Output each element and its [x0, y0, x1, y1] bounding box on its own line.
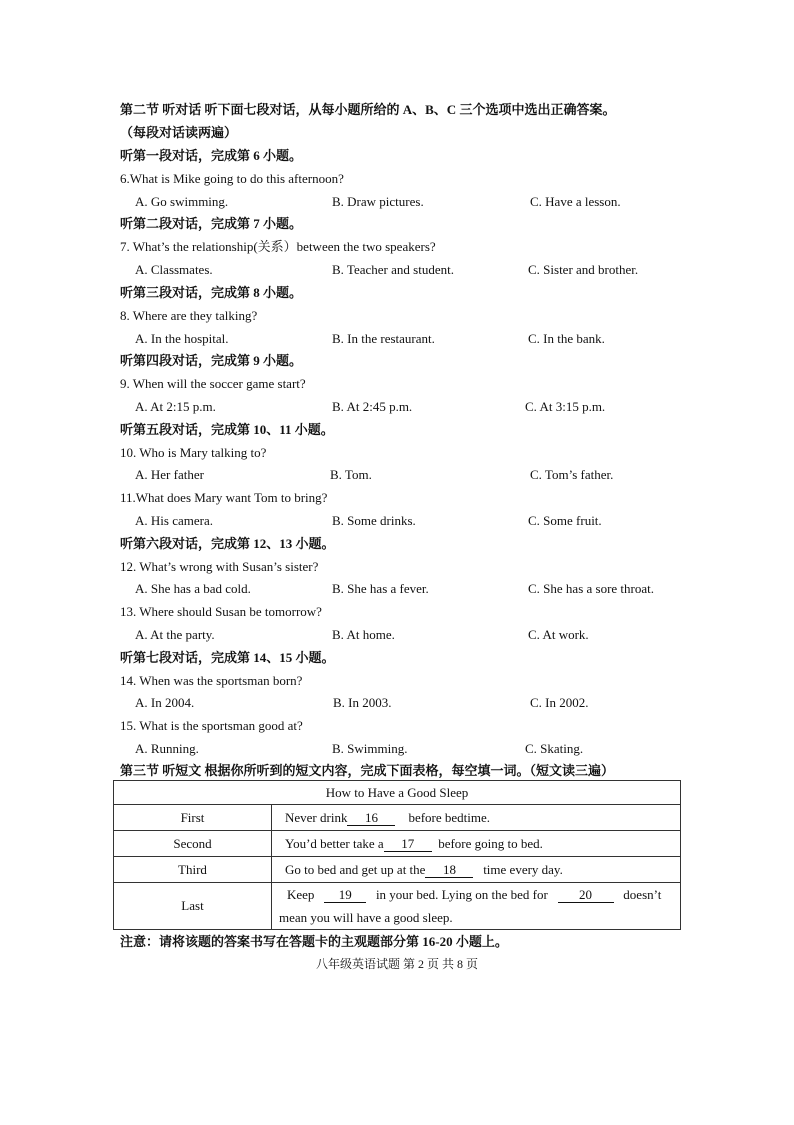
option-b: B. Swimming. — [332, 741, 408, 756]
sleep-table — [113, 780, 681, 930]
question-text: 10. Who is Mary talking to? — [120, 445, 267, 460]
row-label: Second — [114, 831, 272, 857]
option-b: B. In the restaurant. — [332, 331, 435, 346]
row-text: doesn’t — [623, 887, 662, 902]
option-b: B. Draw pictures. — [332, 194, 424, 209]
answer-blank: 19 — [324, 887, 366, 903]
answer-blank: 16 — [347, 810, 395, 826]
row-text: time every day. — [483, 861, 563, 877]
option-a: A. She has a bad cold. — [135, 581, 251, 596]
question-text: 6.What is Mike going to do this afternoon? — [120, 171, 344, 186]
question-text: 9. When will the soccer game start? — [120, 376, 306, 391]
question-text: 7. What’s the relationship(关系）between the two speakers? — [120, 239, 436, 254]
option-a: A. Go swimming. — [135, 194, 229, 209]
option-c: C. Have a lesson. — [530, 194, 621, 209]
option-c: C. In 2002. — [530, 695, 589, 710]
dialogue-intro: 听第五段对话，完成第 10、11 小题。 — [120, 422, 334, 437]
dialogue-intro: 听第三段对话，完成第 8 小题。 — [120, 285, 303, 300]
section2-heading: 第二节 听对话 听下面七段对话，从每小题所给的 A、B、C 三个选项中选出正确答案。 — [120, 102, 616, 117]
option-c: C. Sister and brother. — [528, 262, 639, 277]
option-a: A. Running. — [135, 741, 199, 756]
answer-blank: 20 — [558, 887, 614, 903]
row-text: Never drink — [285, 809, 348, 825]
row-content — [272, 857, 681, 883]
question-text: 15. What is the sportsman good at? — [120, 718, 303, 733]
option-a: A. Classmates. — [135, 262, 213, 277]
question-text: 12. What’s wrong with Susan’s sister? — [120, 559, 319, 574]
option-a: A. At the party. — [135, 627, 215, 642]
table-row — [114, 857, 681, 883]
row-label: Last — [114, 883, 272, 930]
row-content — [272, 831, 681, 857]
option-c: C. At 3:15 p.m. — [525, 399, 606, 414]
table-title: How to Have a Good Sleep — [114, 781, 681, 805]
dialogue-intro: 听第二段对话，完成第 7 小题。 — [120, 216, 303, 231]
row-label: First — [114, 805, 272, 831]
row-text: Go to bed and get up at the — [285, 861, 426, 877]
row-text: before going to bed. — [438, 835, 543, 851]
row-text-line2: mean you will have a good sleep. — [279, 910, 453, 925]
dialogue-intro: 听第七段对话，完成第 14、15 小题。 — [120, 650, 335, 665]
row-text: in your bed. Lying on the bed for — [375, 887, 548, 902]
row-text: before bedtime. — [408, 809, 491, 825]
option-b: B. In 2003. — [333, 695, 392, 710]
section3-heading: 第三节 听短文 根据你所听到的短文内容，完成下面表格，每空填一词。（短文读三遍） — [120, 763, 615, 778]
question-text: 11.What does Mary want Tom to bring? — [120, 490, 328, 505]
table-row — [114, 883, 681, 930]
answer-blank: 18 — [425, 862, 473, 878]
answer-blank: 17 — [384, 836, 432, 852]
option-b: B. Some drinks. — [332, 513, 416, 528]
table-row — [114, 805, 681, 831]
row-content — [272, 805, 681, 831]
option-a: A. In the hospital. — [135, 331, 229, 346]
option-a: A. At 2:15 p.m. — [135, 399, 216, 414]
question-text: 14. When was the sportsman born? — [120, 673, 303, 688]
option-c: C. Some fruit. — [528, 513, 602, 528]
option-c: C. Skating. — [525, 741, 584, 756]
option-a: A. Her father — [135, 467, 204, 482]
notice: 注意：请将该题的答案书写在答题卡的主观题部分第 16-20 小题上。 — [120, 934, 508, 949]
option-a: A. His camera. — [135, 513, 213, 528]
row-label: Third — [114, 857, 272, 883]
page-footer: 八年级英语试题 第 2 页 共 8 页 — [315, 957, 478, 971]
option-c: C. At work. — [528, 627, 589, 642]
row-text: You’d better take a — [285, 835, 384, 851]
option-b: B. Teacher and student. — [332, 262, 454, 277]
dialogue-intro: 听第四段对话，完成第 9 小题。 — [120, 353, 303, 368]
option-c: C. She has a sore throat. — [528, 581, 655, 596]
option-b: B. Tom. — [330, 467, 372, 482]
option-b: B. At home. — [332, 627, 395, 642]
option-a: A. In 2004. — [135, 695, 195, 710]
option-c: C. Tom’s father. — [530, 467, 614, 482]
row-content — [272, 883, 681, 930]
option-b: B. She has a fever. — [332, 581, 429, 596]
dialogue-intro: 听第一段对话，完成第 6 小题。 — [120, 148, 303, 163]
question-text: 13. Where should Susan be tomorrow? — [120, 604, 322, 619]
question-text: 8. Where are they talking? — [120, 308, 258, 323]
table-row — [114, 831, 681, 857]
option-c: C. In the bank. — [528, 331, 605, 346]
dialogue-intro: 听第六段对话，完成第 12、13 小题。 — [120, 536, 335, 551]
section2-note: （每段对话读两遍） — [120, 125, 238, 140]
option-b: B. At 2:45 p.m. — [332, 399, 413, 414]
row-text: Keep — [287, 887, 315, 902]
